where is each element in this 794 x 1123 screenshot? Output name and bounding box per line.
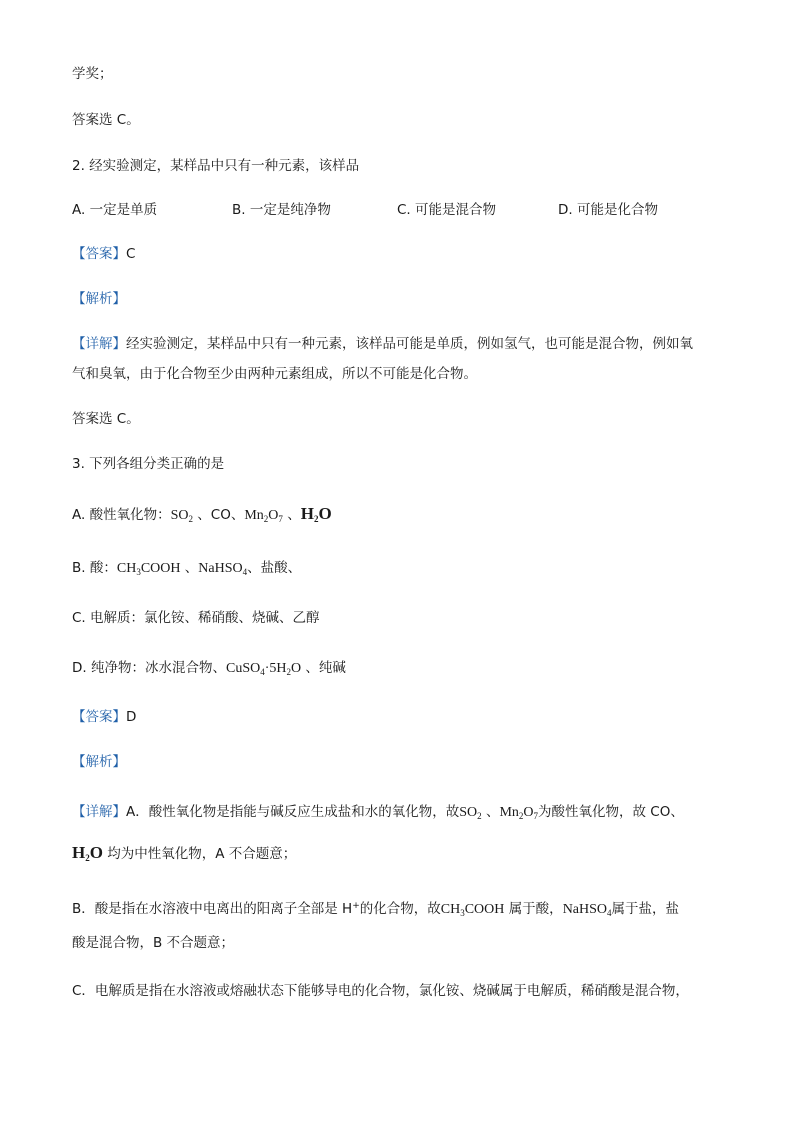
question-2-stem: 2. 经实验测定，某样品中只有一种元素，该样品 — [72, 158, 360, 174]
formula-mn2o7: $Mn_2O_7$ — [244, 508, 283, 524]
answer-value: D — [126, 709, 137, 725]
q2-detail-line-1 — [72, 334, 693, 354]
detail-text: 经实验测定，某样品中只有一种元素，该样品可能是单质，例如氢气，也可能是混合物，例如氧 — [126, 336, 693, 352]
formula-nahso4: NaHSO$_4$ — [198, 561, 248, 577]
formula-mn2o7: $Mn_2O_7$ — [499, 805, 539, 821]
formula-nahso4: NaHSO$_4$ — [562, 902, 612, 918]
detail-text: 属于酸， — [508, 901, 563, 917]
text-line: 答案选 C。 — [72, 112, 140, 128]
option-suffix: 、纯碱 — [305, 660, 346, 676]
formula-h2o: $H_2O$ — [72, 843, 103, 863]
q3-option-c: C. 电解质：氯化铵、稀硝酸、烧碱、乙醇 — [72, 610, 320, 626]
text-line: 学奖； — [72, 66, 113, 82]
q3-detail-c-line-1: C．电解质是指在水溶液或熔融状态下能够导电的化合物，氯化铵、烧碱属于电解质，稀硝酸是混合物， — [72, 983, 689, 999]
detail-text: 属于盐，盐 — [611, 901, 680, 917]
q2-option-c: C. 可能是混合物 — [397, 202, 497, 218]
detail-text: 均为中性氧化物，A 不合题意； — [107, 846, 297, 862]
answer-tag: 【答案】 — [72, 246, 126, 262]
q2-option-a: A. 一定是单质 — [72, 202, 158, 218]
q3-detail-b-line-1: B．酸是指在水溶液中电离出的阳离子全部是 H+的化合物，故$CH_3COOH$ 属于酸，NaHSO$_4$属于盐，盐 — [72, 901, 680, 918]
q2-option-b: B. 一定是纯净物 — [232, 202, 331, 218]
detail-tag: 【详解】 — [72, 336, 126, 352]
detail-text: 、 — [485, 804, 500, 820]
q3-option-a: A. 酸性氧化物：$SO_2$ 、CO、$Mn_2O_7$ 、$H_2O$ — [72, 504, 332, 524]
answer-tag: 【答案】 — [72, 709, 126, 725]
q2-answer — [72, 244, 135, 264]
formula-cuso4-5h2o: $CuSO_4\cdot 5H_2O$ — [225, 661, 302, 677]
formula-ch3cooh: $CH_3COOH$ — [116, 561, 181, 577]
detail-text: B．酸是指在水溶液中电离出的阳离子全部是 H — [72, 901, 353, 917]
detail-tag: 【详解】 — [72, 804, 126, 820]
q3-detail-a-line-1 — [72, 802, 684, 823]
analysis-tag: 【解析】 — [72, 291, 126, 307]
detail-text: 为酸性氧化物，故 CO、 — [538, 804, 684, 820]
option-prefix: B. 酸： — [72, 560, 117, 576]
q3-detail-b-line-2: 酸是混合物，B 不合题意； — [72, 935, 235, 951]
formula-so2: $SO_2$ — [170, 508, 193, 524]
q3-detail-a-line-2 — [72, 843, 296, 864]
q3-option-d — [72, 658, 346, 679]
option-prefix: D. 纯净物：冰水混合物、 — [72, 660, 226, 676]
q2-option-d: D. 可能是化合物 — [558, 202, 658, 218]
q3-analysis-heading — [72, 752, 126, 772]
q2-detail-line-2: 气和臭氧，由于化合物至少由两种元素组成，所以不可能是化合物。 — [72, 366, 477, 382]
analysis-tag: 【解析】 — [72, 754, 126, 770]
q3-option-b: B. 酸：$CH_3COOH$ 、NaHSO$_4$、盐酸、 — [72, 560, 302, 577]
detail-text: 的化合物，故 — [359, 901, 441, 917]
q2-analysis-heading — [72, 289, 126, 309]
detail-text: A．酸性氧化物是指能与碱反应生成盐和水的氧化物，故 — [126, 804, 460, 820]
q2-conclusion: 答案选 C。 — [72, 411, 140, 427]
q3-answer — [72, 707, 136, 727]
formula-so2: $SO_2$ — [459, 805, 482, 821]
formula-ch3cooh: $CH_3COOH$ — [440, 902, 505, 918]
option-prefix: A. 酸性氧化物： — [72, 507, 171, 523]
answer-value: C — [126, 246, 136, 262]
option-suffix: 、盐酸、 — [247, 560, 302, 576]
question-3-stem: 3. 下列各组分类正确的是 — [72, 456, 225, 472]
formula-h2o: $H_2O$ — [300, 504, 332, 524]
